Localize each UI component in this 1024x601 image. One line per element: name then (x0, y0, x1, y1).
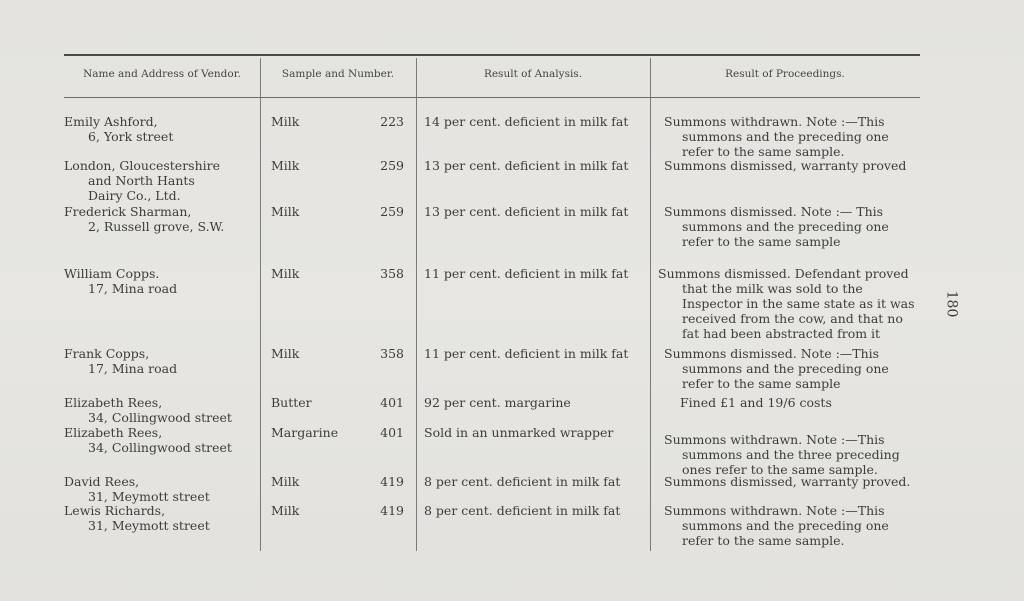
sample-number: 259 (380, 158, 404, 173)
proceedings-line: summons and the preceding one (682, 518, 889, 533)
proceedings-cell (664, 432, 920, 477)
vendor-cell (64, 425, 232, 455)
vendor-cell (64, 395, 232, 425)
vendor-address: 2, Russell grove, S.W. (88, 219, 225, 234)
sample-number: 419 (380, 503, 404, 518)
sample-number: 259 (380, 204, 404, 219)
proceedings-line: Summons dismissed. Defendant proved (658, 266, 909, 281)
sample-number: 223 (380, 114, 404, 129)
sample-number: 358 (380, 266, 404, 281)
proceedings-line: Summons dismissed. Note :— This (664, 204, 884, 219)
sample-number: 419 (380, 474, 404, 489)
proceedings-line: Summons dismissed. Note :—This (664, 346, 880, 361)
sample-type: Milk (271, 158, 300, 173)
vendor-cell (64, 346, 177, 376)
sample-number: 401 (380, 395, 404, 410)
column-divider (416, 58, 417, 551)
analysis-result: 8 per cent. deficient in milk fat (424, 474, 621, 489)
header-sample: Sample and Number. (281, 68, 395, 80)
proceedings-line: refer to the same sample. (682, 533, 845, 548)
vendor-name: London, Gloucestershire (64, 158, 221, 173)
proceedings-cell (664, 395, 920, 410)
proceedings-line: summons and the preceding one (682, 219, 889, 234)
sample-type: Milk (271, 346, 300, 361)
header-result: Result of Analysis. (483, 68, 583, 80)
sample-type: Milk (271, 474, 300, 489)
vendor-name: Frank Copps, (64, 346, 150, 361)
vendor-cell (64, 266, 177, 296)
vendor-name-continued: and North Hants (88, 173, 195, 188)
vendor-address: 31, Meymott street (88, 518, 210, 533)
proceedings-cell (664, 503, 920, 548)
header-name: Name and Address of Vendor. (83, 68, 241, 80)
top-rule (64, 54, 920, 56)
vendor-address: 31, Meymott street (88, 489, 210, 504)
column-divider (650, 58, 651, 551)
vendor-name: Elizabeth Rees, (64, 395, 163, 410)
vendor-cell (64, 114, 173, 144)
sample-type: Milk (271, 114, 300, 129)
vendor-name: Lewis Richards, (64, 503, 166, 518)
proceedings-line: Summons dismissed, warranty proved. (664, 474, 911, 489)
page-number: 180 (943, 290, 960, 318)
proceedings-line: summons and the three preceding (682, 447, 900, 462)
sample-type: Milk (271, 266, 300, 281)
analysis-result: 14 per cent. deficient in milk fat (424, 114, 629, 129)
vendor-address: 34, Collingwood street (88, 440, 232, 455)
sample-type: Milk (271, 204, 300, 219)
vendor-address: 17, Mina road (88, 281, 178, 296)
proceedings-cell (658, 266, 914, 341)
analysis-result: 11 per cent. deficient in milk fat (424, 266, 629, 281)
sample-type: Butter (271, 395, 312, 410)
proceedings-cell (664, 158, 920, 173)
column-divider (260, 58, 261, 551)
proceedings-cell (664, 114, 920, 159)
proceedings-cell (664, 474, 920, 489)
vendor-cell (64, 204, 224, 234)
sample-number: 358 (380, 346, 404, 361)
sample-type: Margarine (271, 425, 339, 440)
analysis-result: Sold in an unmarked wrapper (424, 425, 614, 440)
proceedings-line: refer to the same sample. (682, 144, 845, 159)
vendor-cell (64, 474, 210, 504)
vendor-name: Frederick Sharman, (64, 204, 192, 219)
proceedings-line: that the milk was sold to the (682, 281, 863, 296)
vendor-name: Elizabeth Rees, (64, 425, 163, 440)
header-proceedings: Result of Proceedings. (725, 68, 845, 80)
proceedings-line: refer to the same sample (682, 234, 841, 249)
vendor-cell (64, 158, 220, 203)
analysis-result: 13 per cent. deficient in milk fat (424, 158, 629, 173)
vendor-name: Emily Ashford, (64, 114, 158, 129)
proceedings-line: fat had been abstracted from it (682, 326, 881, 341)
sample-number: 401 (380, 425, 404, 440)
vendor-name: David Rees, (64, 474, 140, 489)
proceedings-line: summons and the preceding one (682, 361, 889, 376)
proceedings-line: received from the cow, and that no (682, 311, 903, 326)
vendor-address: 6, York street (88, 129, 174, 144)
analysis-result: 11 per cent. deficient in milk fat (424, 346, 629, 361)
proceedings-line: ones refer to the same sample. (682, 462, 878, 477)
vendor-name-continued: Dairy Co., Ltd. (88, 188, 181, 203)
proceedings-line: Summons withdrawn. Note :—This (664, 503, 885, 518)
vendor-name: William Copps. (64, 266, 160, 281)
proceedings-line: Fined £1 and 19/6 costs (680, 395, 832, 410)
proceedings-line: Summons withdrawn. Note :—This (664, 432, 885, 447)
analysis-result: 13 per cent. deficient in milk fat (424, 204, 629, 219)
proceedings-line: summons and the preceding one (682, 129, 889, 144)
proceedings-line: Inspector in the same state as it was (682, 296, 915, 311)
vendor-address: 17, Mina road (88, 361, 178, 376)
analysis-result: 92 per cent. margarine (424, 395, 571, 410)
proceedings-line: Summons withdrawn. Note :—This (664, 114, 885, 129)
header-rule (64, 97, 920, 98)
analysis-result: 8 per cent. deficient in milk fat (424, 503, 621, 518)
proceedings-line: refer to the same sample (682, 376, 841, 391)
proceedings-cell (664, 204, 920, 249)
vendor-address: 34, Collingwood street (88, 410, 232, 425)
proceedings-line: Summons dismissed, warranty proved (664, 158, 907, 173)
sample-type: Milk (271, 503, 300, 518)
proceedings-cell (664, 346, 920, 391)
vendor-cell (64, 503, 210, 533)
